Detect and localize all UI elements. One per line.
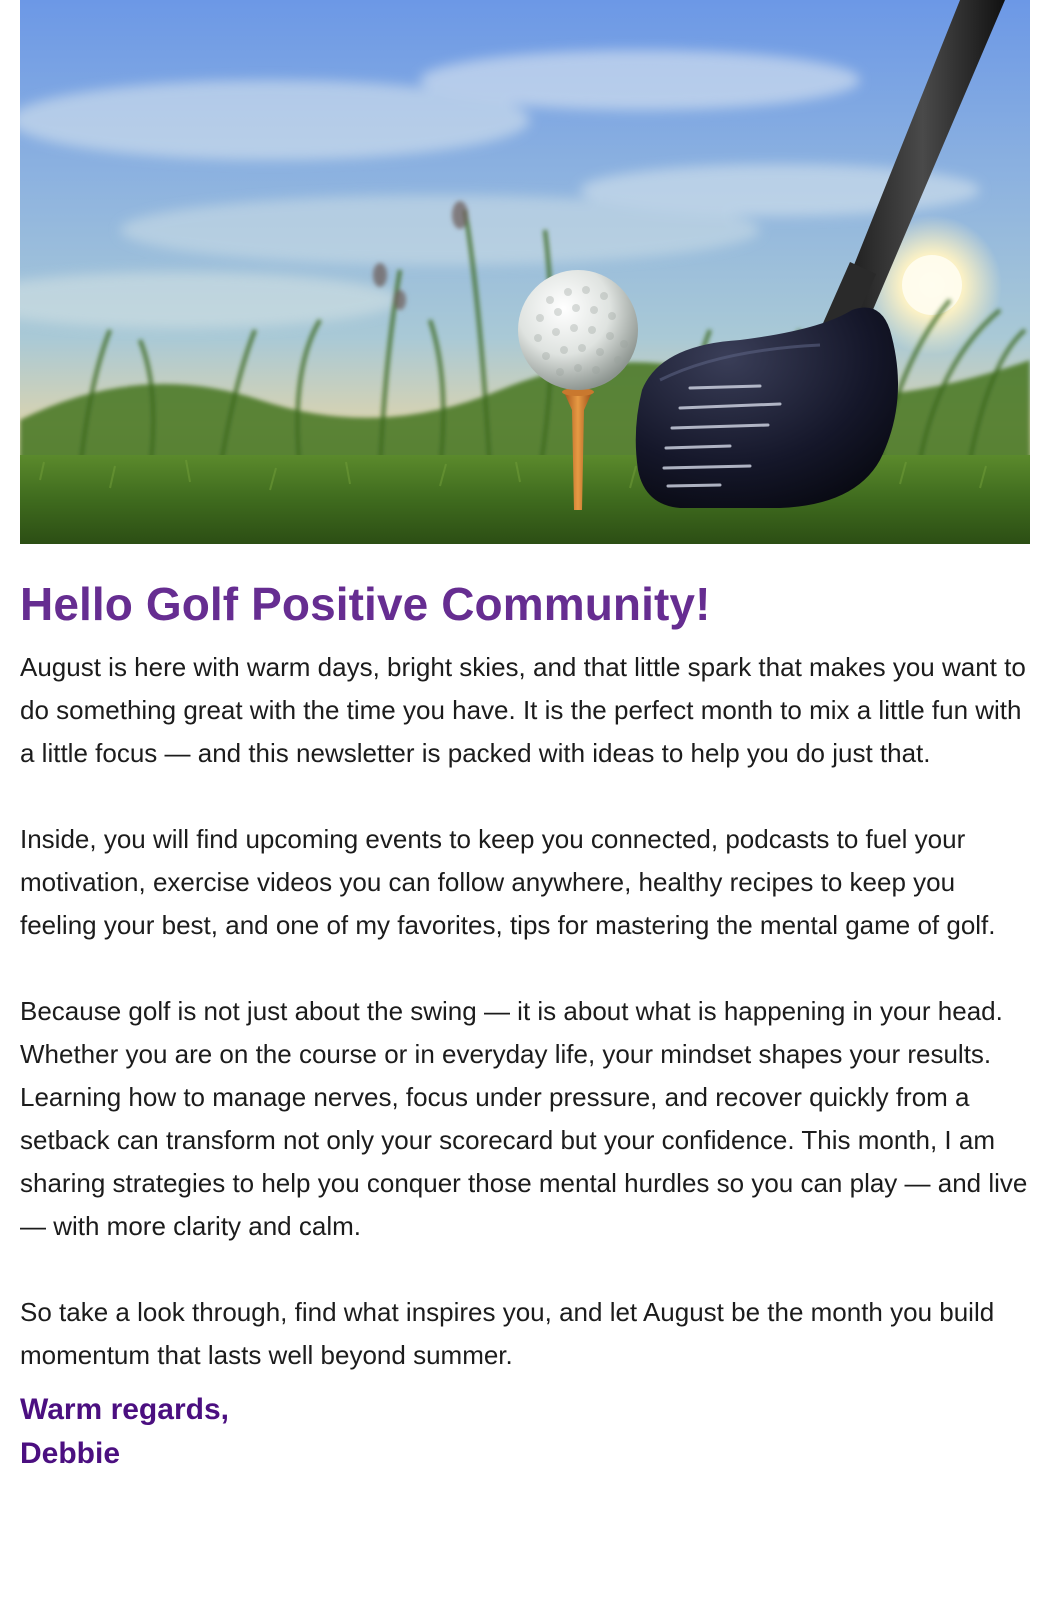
golf-scene-illustration (20, 0, 1030, 544)
closing-paragraph: So take a look through, find what inspires you, and let August be the month you build momentum that lasts well beyond summer. (20, 1297, 995, 1370)
signature: Debbie (20, 1437, 121, 1470)
signoff (20, 1388, 1030, 1476)
intro-paragraph: August is here with warm days, bright skies, and that little spark that makes you want to do something great with the time you have. It is the perfect month to mix a little fun with a little focus — and this newsletter is packed with ideas to help you do just that. (20, 652, 1026, 768)
newsletter-body (20, 574, 1030, 1476)
closing-line: Warm regards, (20, 1393, 229, 1426)
contents-paragraph: Inside, you will find upcoming events to keep you connected, podcasts to fuel your motivation, exercise videos you can follow anywhere, healthy recipes to keep you feeling your best, and one of my favorites, tips for mastering the mental game of golf. (20, 824, 996, 940)
newsletter-title: Hello Golf Positive Community! (20, 578, 711, 630)
hero-image (20, 0, 1030, 544)
mindset-paragraph: Because golf is not just about the swing — it is about what is happening in your head. Whether you are on the course or in everyday life, your mindset shapes your results. Learning how to manage nerves, focus under pressure, and recover quickly from a setback can transform not only your scorecard but your confidence. This month, I am sharing strategies to help you conquer those mental hurdles so you can play — and live — with more clarity and calm. (20, 996, 1028, 1241)
